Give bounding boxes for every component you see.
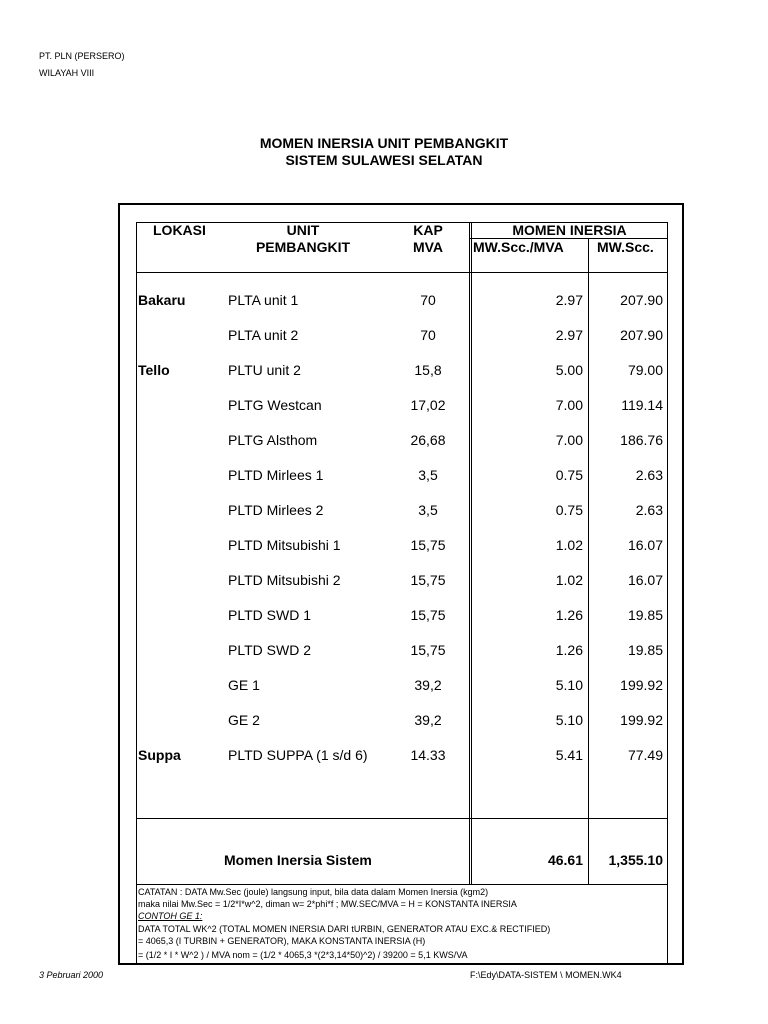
row-kap: 17,02 <box>410 397 446 413</box>
row-unit: PLTD Mitsubishi 1 <box>228 537 341 553</box>
row-h-value: 5.41 <box>555 747 583 763</box>
note-line-4: DATA TOTAL WK^2 (TOTAL MOMEN INERSIA DARI tURBIN, GENERATOR ATAU EXC.& RECTIFIED) <box>138 924 551 934</box>
total-label: Momen Inersia Sistem <box>224 852 372 868</box>
row-mw-value: 186.76 <box>620 432 663 448</box>
header-mw-per-mva: MW.Scc./MVA <box>473 239 564 255</box>
row-kap: 15,75 <box>410 642 446 658</box>
row-unit: PLTA unit 1 <box>228 292 299 308</box>
header-lokasi: LOKASI <box>153 222 206 238</box>
row-unit: PLTD SWD 1 <box>228 607 311 623</box>
page-title: MOMEN INERSIA UNIT PEMBANGKIT <box>259 135 509 151</box>
row-kap: 39,2 <box>414 712 442 728</box>
row-h-value: 7.00 <box>555 432 583 448</box>
row-unit: PLTD Mitsubishi 2 <box>228 572 341 588</box>
row-mw-value: 16.07 <box>627 537 663 553</box>
note-example-heading: CONTOH GE 1: <box>138 911 203 921</box>
row-unit: PLTU unit 2 <box>228 362 301 378</box>
row-mw-value: 16.07 <box>627 572 663 588</box>
row-mw-value: 199.92 <box>620 677 663 693</box>
note-line-5: = 4065,3 (I TURBIN + GENERATOR), MAKA KONSTANTA INERSIA (H) <box>138 936 426 946</box>
row-lokasi: Bakaru <box>138 292 186 308</box>
row-mw-value: 19.85 <box>627 607 663 623</box>
col-divider-momen-left-2 <box>471 222 472 884</box>
row-lokasi: Suppa <box>138 747 181 763</box>
footer-file-path: F:\Edy\DATA-SISTEM \ MOMEN.WK4 <box>470 970 622 980</box>
row-h-value: 5.10 <box>555 677 583 693</box>
note-line-6: = (1/2 * I * W^2 ) / MVA nom = (1/2 * 4065,3 *(2*3,14*50)^2) / 39200 = 5,1 KWS/VA <box>138 950 468 960</box>
row-unit: GE 1 <box>228 677 260 693</box>
table-right-line <box>667 222 668 965</box>
row-h-value: 7.00 <box>555 397 583 413</box>
row-mw-value: 119.14 <box>621 397 663 413</box>
col-divider-momen-left <box>469 222 470 884</box>
header-mw: MW.Scc. <box>597 239 654 255</box>
row-h-value: 5.00 <box>555 362 583 378</box>
footer-date: 3 Pebruari 2000 <box>39 970 104 980</box>
row-mw-value: 2.63 <box>635 502 663 518</box>
row-mw-value: 2.63 <box>635 467 663 483</box>
region-name: WILAYAH VIII <box>39 68 95 78</box>
row-kap: 70 <box>420 327 436 343</box>
row-unit: PLTD Mirlees 2 <box>228 502 324 518</box>
row-mw-value: 79.00 <box>627 362 663 378</box>
row-h-value: 1.26 <box>555 642 583 658</box>
row-unit: PLTA unit 2 <box>228 327 299 343</box>
row-unit: GE 2 <box>228 712 260 728</box>
table-left-line <box>136 222 137 965</box>
row-kap: 26,68 <box>410 432 446 448</box>
row-unit: PLTD Mirlees 1 <box>228 467 324 483</box>
total-h: 46.61 <box>547 852 583 868</box>
row-h-value: 2.97 <box>555 327 583 343</box>
row-unit: PLTD SWD 2 <box>228 642 311 658</box>
row-mw-value: 199.92 <box>620 712 663 728</box>
row-kap: 3,5 <box>418 502 438 518</box>
row-lokasi: Tello <box>138 362 170 378</box>
row-unit: PLTD SUPPA (1 s/d 6) <box>228 747 368 763</box>
company-name: PT. PLN (PERSERO) <box>39 51 125 61</box>
header-mva: MVA <box>412 239 444 255</box>
row-h-value: 1.02 <box>555 537 583 553</box>
col-divider-h-mw <box>588 238 589 884</box>
row-h-value: 1.26 <box>555 607 583 623</box>
row-kap: 3,5 <box>418 467 438 483</box>
row-h-value: 0.75 <box>555 467 583 483</box>
note-line-1: CATATAN : DATA Mw.Sec (joule) langsung input, bila data dalam Momen Inersia (kgm2) <box>138 887 489 897</box>
row-kap: 39,2 <box>414 677 442 693</box>
row-kap: 70 <box>420 292 436 308</box>
header-momen-inersia: MOMEN INERSIA <box>512 222 627 238</box>
row-h-value: 0.75 <box>555 502 583 518</box>
row-mw-value: 207.90 <box>620 327 663 343</box>
header-pembangkit: PEMBANGKIT <box>255 239 351 255</box>
header-kap: KAP <box>413 222 443 238</box>
row-kap: 15,75 <box>410 537 446 553</box>
row-h-value: 1.02 <box>555 572 583 588</box>
row-h-value: 2.97 <box>555 292 583 308</box>
row-kap: 15,8 <box>414 362 442 378</box>
row-kap: 15,75 <box>410 572 446 588</box>
row-h-value: 5.10 <box>555 712 583 728</box>
total-bottom-line <box>136 884 668 885</box>
note-line-2: maka nilai Mw.Sec = 1/2*I*w^2, diman w= 2*phi*f ; MW.SEC/MVA = H = KONSTANTA INERSIA <box>138 899 517 909</box>
row-kap: 15,75 <box>410 607 446 623</box>
row-kap: 14.33 <box>410 747 446 763</box>
row-mw-value: 19.85 <box>627 642 663 658</box>
row-mw-value: 77.49 <box>627 747 663 763</box>
header-unit: UNIT <box>286 222 320 238</box>
page-subtitle: SISTEM SULAWESI SELATAN <box>285 152 483 168</box>
total-mw: 1,355.10 <box>608 852 663 868</box>
row-mw-value: 207.90 <box>620 292 663 308</box>
row-unit: PLTG Alsthom <box>228 432 318 448</box>
row-unit: PLTG Westcan <box>228 397 322 413</box>
